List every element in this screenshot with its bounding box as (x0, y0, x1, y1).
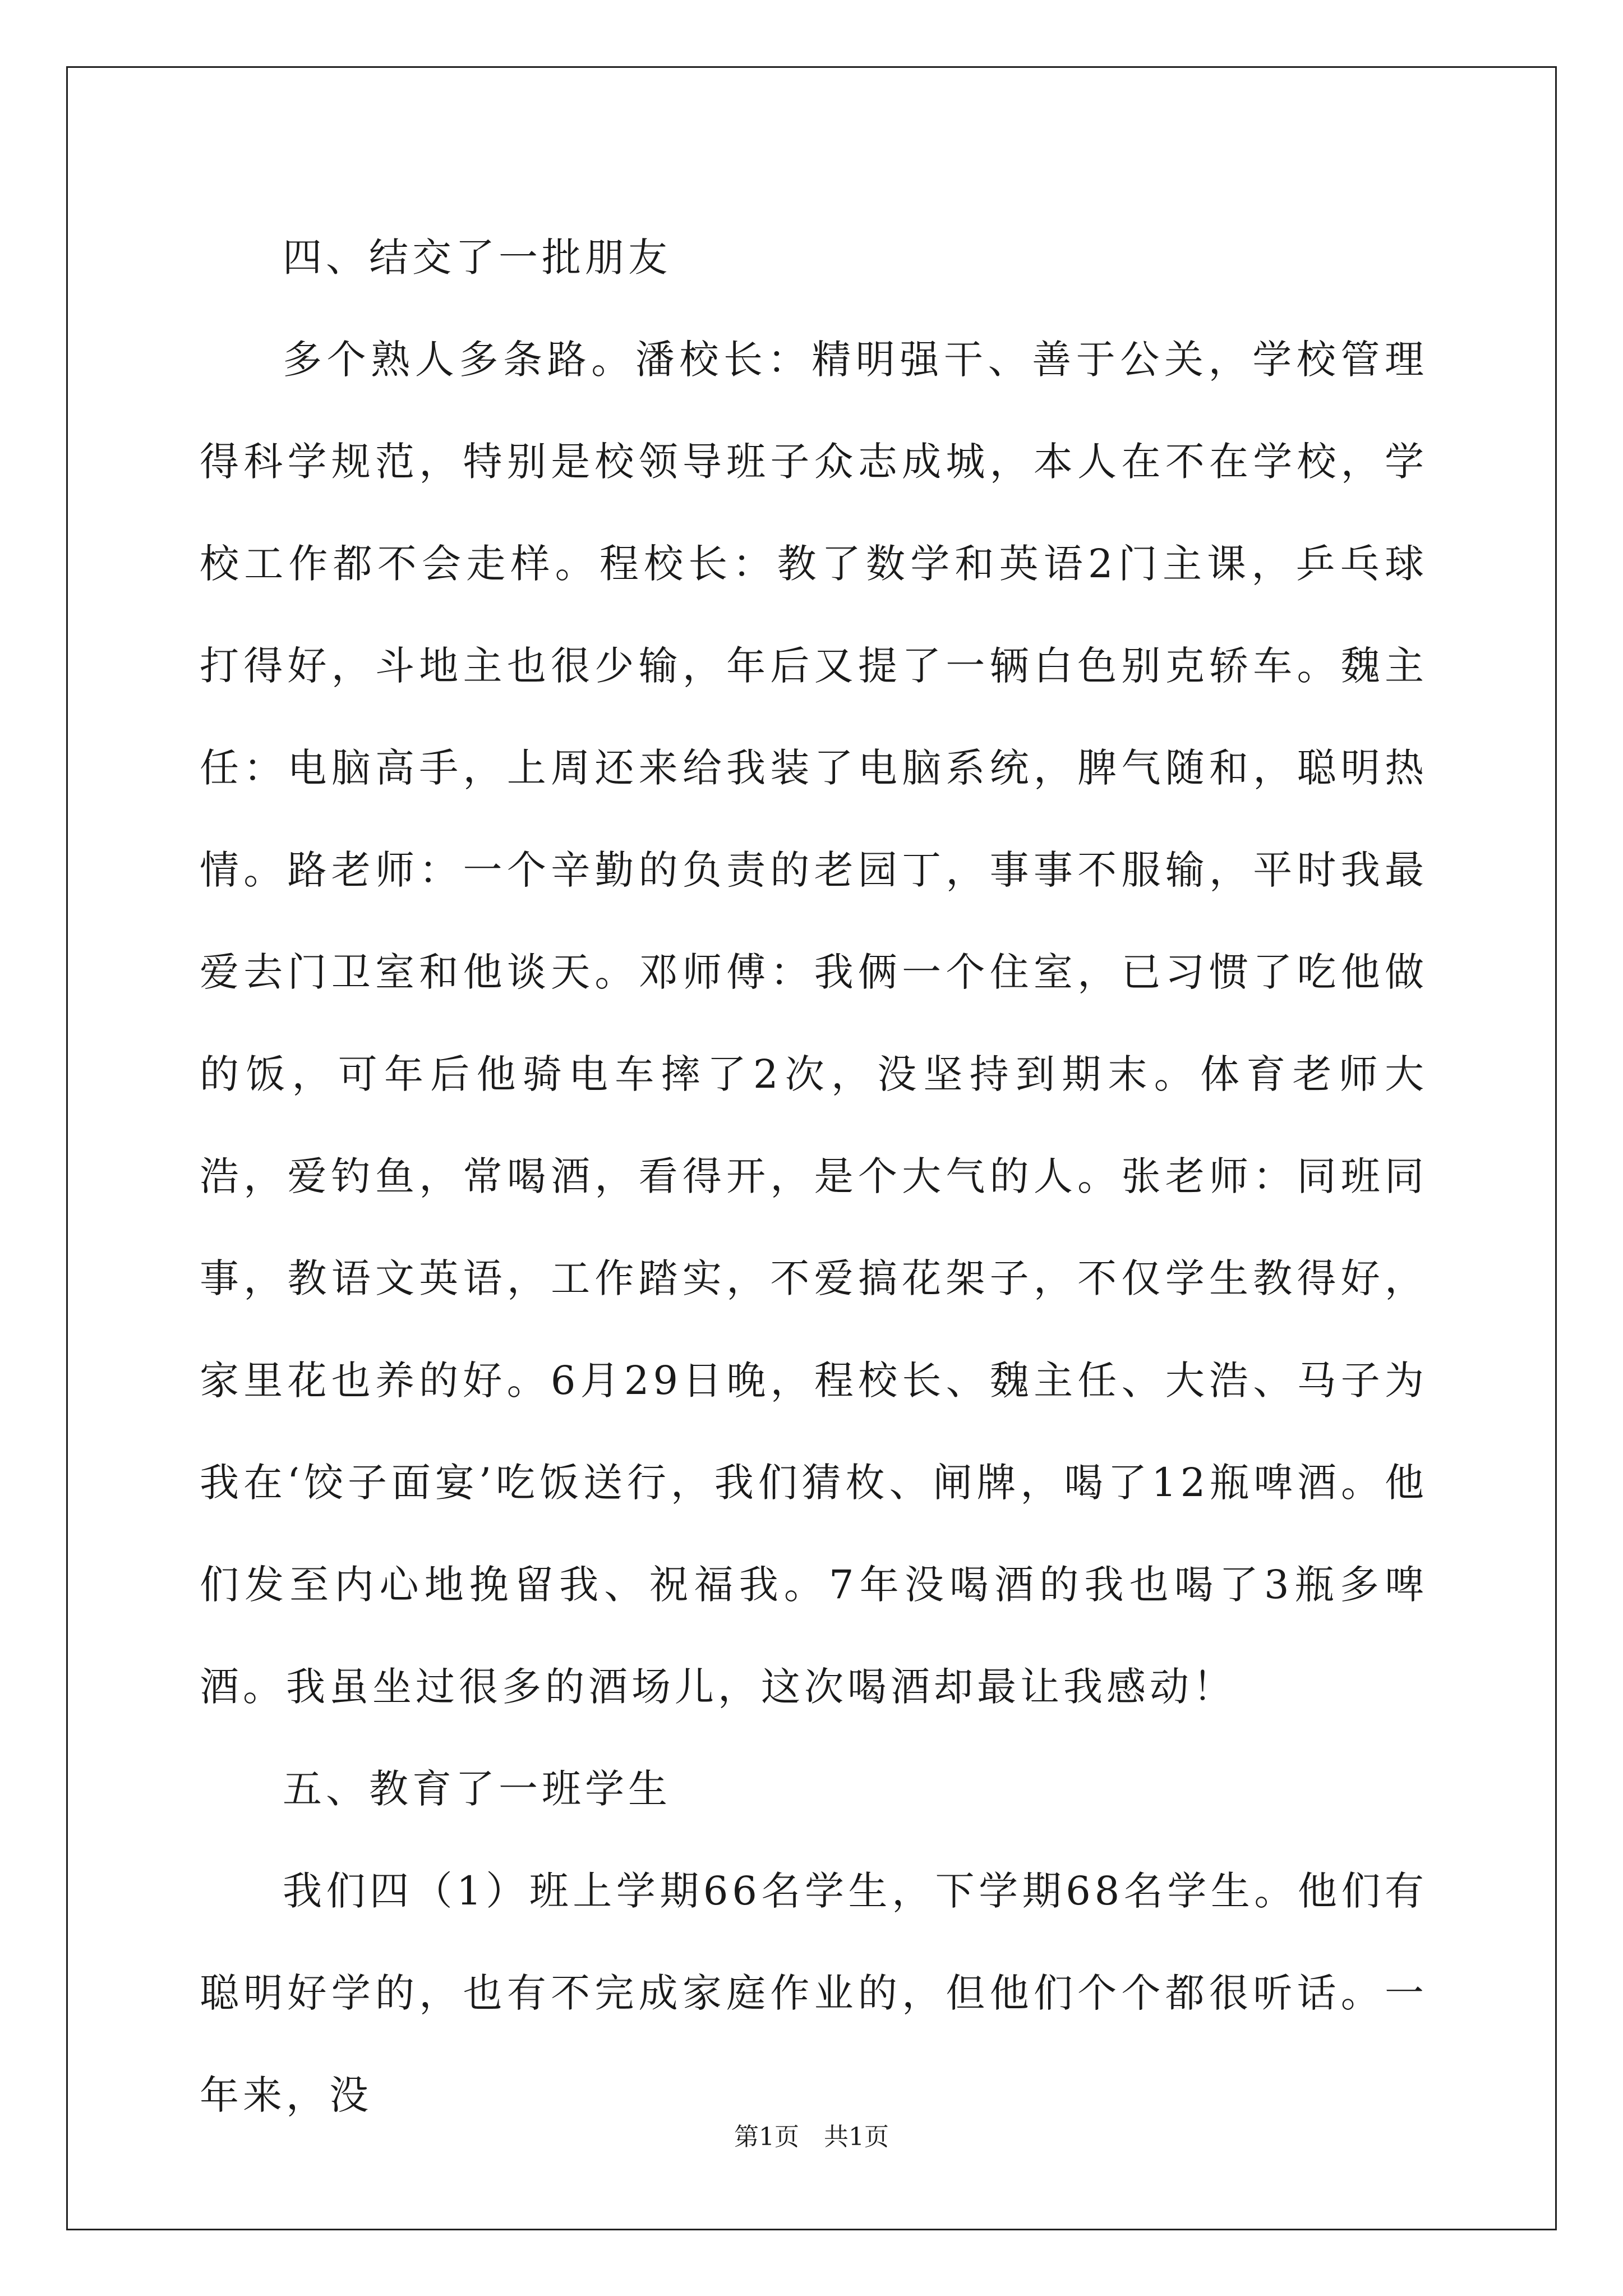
section-paragraph-friends: 多个熟人多条路。潘校长：精明强干、善于公关，学校管理得科学规范，特别是校领导班子众志成城，本人在不在学校，学校工作都不会走样。程校长：教了数学和英语2门主课，乒乓球打得好，斗地主也很少输，年后又提了一辆白色别克轿车。魏主任：电脑高手，上周还来给我装了电脑系统，脾气随和，聪明热情。路老师：一个辛勤的负责的老园丁，事事不服输，平时我最爱去门卫室和他谈天。邓师傅：我俩一个住室，已习惯了吃他做的饭，可年后他骑电车摔了2次，没坚持到期末。体育老师大浩，爱钓鱼，常喝酒，看得开，是个大气的人。张老师：同班同事，教语文英语，工作踏实，不爱搞花架子，不仅学生教得好，家里花也养的好。6月29日晚，程校长、魏主任、大浩、马子为我在‘饺子面宴’吃饭送行，我们猜枚、闸牌，喝了12瓶啤酒。他们发至内心地挽留我、祝福我。7年没喝酒的我也喝了3瓶多啤酒。我虽坐过很多的酒场儿，这次喝酒却最让我感动！ (200, 337, 1428, 1710)
section-heading-students: 五、教育了一班学生 (283, 1766, 671, 1812)
section-heading-friends: 四、结交了一批朋友 (283, 234, 671, 280)
document-body (200, 206, 1428, 2146)
section-paragraph-students: 我们四（1）班上学期66名学生，下学期68名学生。他们有聪明好学的，也有不完成家庭作业的，但他们个个都很听话。一年来，没 (200, 1868, 1428, 2118)
page-footer: 第1页 共1页 (734, 2123, 889, 2151)
